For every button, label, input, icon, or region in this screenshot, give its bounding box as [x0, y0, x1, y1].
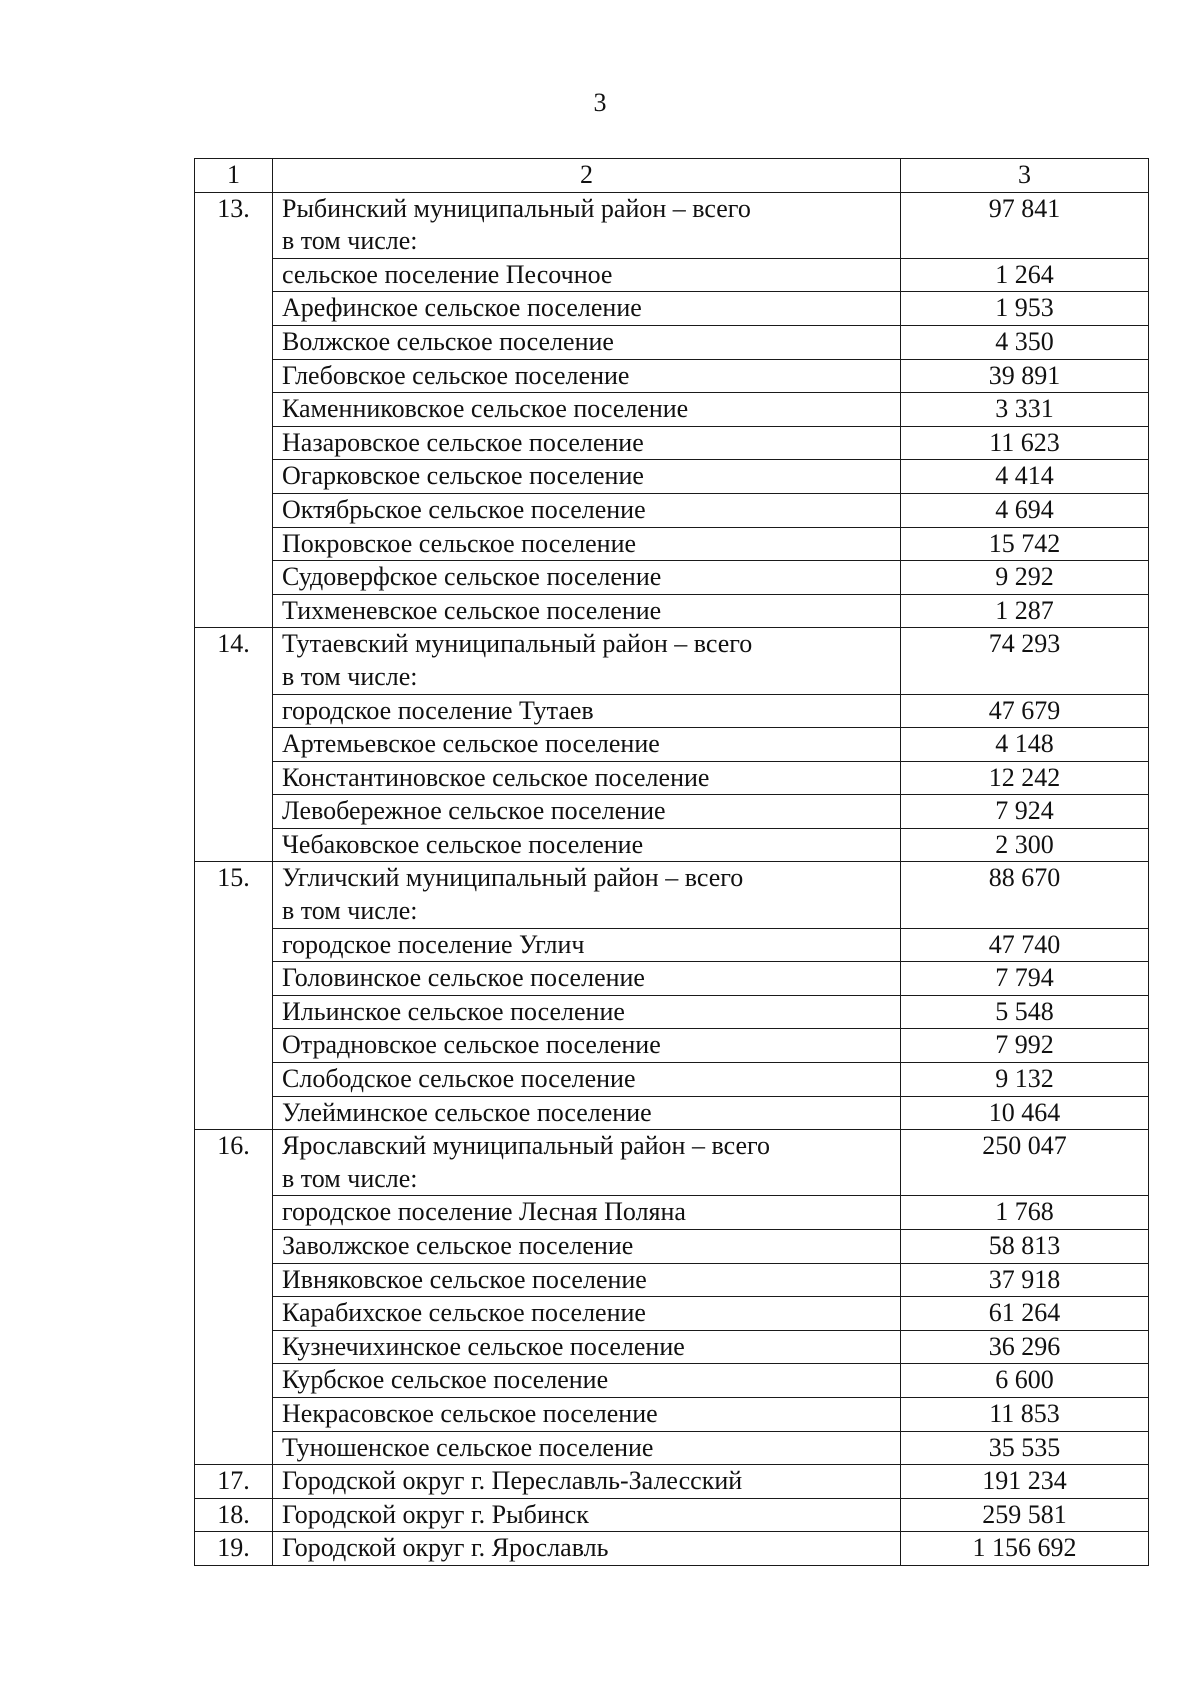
table-body	[195, 159, 1149, 1566]
group-total-row	[195, 1130, 1149, 1196]
settlement-row	[195, 1230, 1149, 1264]
city-district-row	[195, 1532, 1149, 1566]
settlement-row	[195, 761, 1149, 795]
settlement-name: Октябрьское сельское поселение	[273, 493, 901, 527]
settlement-value: 35 535	[901, 1431, 1149, 1465]
settlement-name: Глебовское сельское поселение	[273, 359, 901, 393]
district-name-line: в том числе:	[282, 1163, 418, 1193]
header-cell-2: 2	[273, 159, 901, 193]
settlement-name: Отрадновское сельское поселение	[273, 1029, 901, 1063]
settlement-name: Арефинское сельское поселение	[273, 292, 901, 326]
settlement-value: 15 742	[901, 527, 1149, 561]
settlement-name: Огарковское сельское поселение	[273, 460, 901, 494]
settlement-row	[195, 460, 1149, 494]
settlement-row	[195, 1431, 1149, 1465]
settlement-value: 9 132	[901, 1063, 1149, 1097]
settlement-name: Чебаковское сельское поселение	[273, 828, 901, 862]
settlement-value: 1 953	[901, 292, 1149, 326]
settlement-name: Волжское сельское поселение	[273, 325, 901, 359]
settlement-row	[195, 728, 1149, 762]
settlement-name: Артемьевское сельское поселение	[273, 728, 901, 762]
settlement-value: 7 924	[901, 795, 1149, 829]
settlement-name: Судоверфское сельское поселение	[273, 561, 901, 595]
settlement-value: 4 414	[901, 460, 1149, 494]
district-name-line: Рыбинский муниципальный район – всего	[282, 193, 751, 223]
district-name	[273, 192, 901, 258]
city-district-row	[195, 1465, 1149, 1499]
settlement-name: Каменниковское сельское поселение	[273, 393, 901, 427]
settlement-row	[195, 1263, 1149, 1297]
district-name-line: в том числе:	[282, 896, 418, 926]
settlement-value: 1 768	[901, 1196, 1149, 1230]
row-number: 19.	[195, 1532, 273, 1566]
settlement-row	[195, 1330, 1149, 1364]
row-number: 17.	[195, 1465, 273, 1499]
settlement-value: 61 264	[901, 1297, 1149, 1331]
district-name	[273, 862, 901, 928]
settlement-value: 6 600	[901, 1364, 1149, 1398]
settlement-value: 58 813	[901, 1230, 1149, 1264]
city-district-value: 259 581	[901, 1498, 1149, 1532]
city-district-name: Городской округ г. Ярославль	[273, 1532, 901, 1566]
group-total-row	[195, 192, 1149, 258]
page-number: 3	[593, 88, 607, 117]
settlement-row	[195, 594, 1149, 628]
city-district-name: Городской округ г. Переславль-Залесский	[273, 1465, 901, 1499]
settlement-name: Карабихское сельское поселение	[273, 1297, 901, 1331]
district-name-line: Угличский муниципальный район – всего	[282, 863, 744, 893]
group-total-row	[195, 862, 1149, 928]
district-total-value: 250 047	[901, 1130, 1149, 1196]
settlement-name: Левобережное сельское поселение	[273, 795, 901, 829]
settlement-row	[195, 561, 1149, 595]
settlement-row	[195, 928, 1149, 962]
header-row	[195, 159, 1149, 193]
settlement-row	[195, 995, 1149, 1029]
settlement-value: 39 891	[901, 359, 1149, 393]
settlement-name: Ильинское сельское поселение	[273, 995, 901, 1029]
settlement-value: 9 292	[901, 561, 1149, 595]
settlement-row	[195, 1029, 1149, 1063]
settlement-row	[195, 292, 1149, 326]
settlement-row	[195, 694, 1149, 728]
settlement-row	[195, 962, 1149, 996]
settlement-row	[195, 359, 1149, 393]
row-number: 18.	[195, 1498, 273, 1532]
settlement-name: Головинское сельское поселение	[273, 962, 901, 996]
settlement-value: 1 264	[901, 258, 1149, 292]
settlement-name: Слободское сельское поселение	[273, 1063, 901, 1097]
settlement-name: Улейминское сельское поселение	[273, 1096, 901, 1130]
settlement-value: 47 679	[901, 694, 1149, 728]
district-name	[273, 628, 901, 694]
settlement-row	[195, 325, 1149, 359]
group-total-row	[195, 628, 1149, 694]
settlement-row	[195, 1397, 1149, 1431]
settlement-value: 4 148	[901, 728, 1149, 762]
settlement-name: Туношенское сельское поселение	[273, 1431, 901, 1465]
row-number: 15.	[195, 862, 273, 1130]
settlement-value: 4 694	[901, 493, 1149, 527]
settlement-row	[195, 1196, 1149, 1230]
settlement-row	[195, 828, 1149, 862]
settlement-row	[195, 1096, 1149, 1130]
district-name-line: в том числе:	[282, 226, 418, 256]
settlement-name: Кузнечихинское сельское поселение	[273, 1330, 901, 1364]
settlement-name: Ивняковское сельское поселение	[273, 1263, 901, 1297]
settlement-value: 11 623	[901, 426, 1149, 460]
row-number: 14.	[195, 628, 273, 862]
settlement-value: 5 548	[901, 995, 1149, 1029]
row-number: 13.	[195, 192, 273, 628]
settlement-value: 3 331	[901, 393, 1149, 427]
settlement-name: городское поселение Лесная Поляна	[273, 1196, 901, 1230]
settlement-name: Константиновское сельское поселение	[273, 761, 901, 795]
settlement-row	[195, 1364, 1149, 1398]
settlement-name: Заволжское сельское поселение	[273, 1230, 901, 1264]
settlement-name: Тихменевское сельское поселение	[273, 594, 901, 628]
settlement-value: 12 242	[901, 761, 1149, 795]
settlement-value: 1 287	[901, 594, 1149, 628]
district-total-value: 88 670	[901, 862, 1149, 928]
settlement-value: 47 740	[901, 928, 1149, 962]
district-name-line: в том числе:	[282, 661, 418, 691]
settlement-value: 37 918	[901, 1263, 1149, 1297]
settlement-value: 11 853	[901, 1397, 1149, 1431]
header-cell-3: 3	[901, 159, 1149, 193]
settlement-row	[195, 493, 1149, 527]
settlement-value: 10 464	[901, 1096, 1149, 1130]
district-name-line: Тутаевский муниципальный район – всего	[282, 629, 753, 659]
settlement-value: 7 992	[901, 1029, 1149, 1063]
settlement-row	[195, 258, 1149, 292]
district-name-line: Ярославский муниципальный район – всего	[282, 1131, 770, 1161]
settlement-row	[195, 426, 1149, 460]
settlement-row	[195, 393, 1149, 427]
district-total-value: 97 841	[901, 192, 1149, 258]
settlement-name: городское поселение Тутаев	[273, 694, 901, 728]
settlement-row	[195, 1297, 1149, 1331]
settlement-name: Назаровское сельское поселение	[273, 426, 901, 460]
district-name	[273, 1130, 901, 1196]
city-district-row	[195, 1498, 1149, 1532]
settlement-row	[195, 795, 1149, 829]
settlement-value: 2 300	[901, 828, 1149, 862]
settlements-table	[194, 158, 1149, 1566]
settlement-name: Покровское сельское поселение	[273, 527, 901, 561]
city-district-name: Городской округ г. Рыбинск	[273, 1498, 901, 1532]
city-district-value: 1 156 692	[901, 1532, 1149, 1566]
settlement-name: Некрасовское сельское поселение	[273, 1397, 901, 1431]
settlement-value: 7 794	[901, 962, 1149, 996]
settlement-name: Курбское сельское поселение	[273, 1364, 901, 1398]
settlement-value: 36 296	[901, 1330, 1149, 1364]
settlement-row	[195, 1063, 1149, 1097]
settlement-name: сельское поселение Песочное	[273, 258, 901, 292]
header-cell-1: 1	[195, 159, 273, 193]
district-total-value: 74 293	[901, 628, 1149, 694]
settlement-row	[195, 527, 1149, 561]
settlement-name: городское поселение Углич	[273, 928, 901, 962]
city-district-value: 191 234	[901, 1465, 1149, 1499]
settlement-value: 4 350	[901, 325, 1149, 359]
row-number: 16.	[195, 1130, 273, 1465]
